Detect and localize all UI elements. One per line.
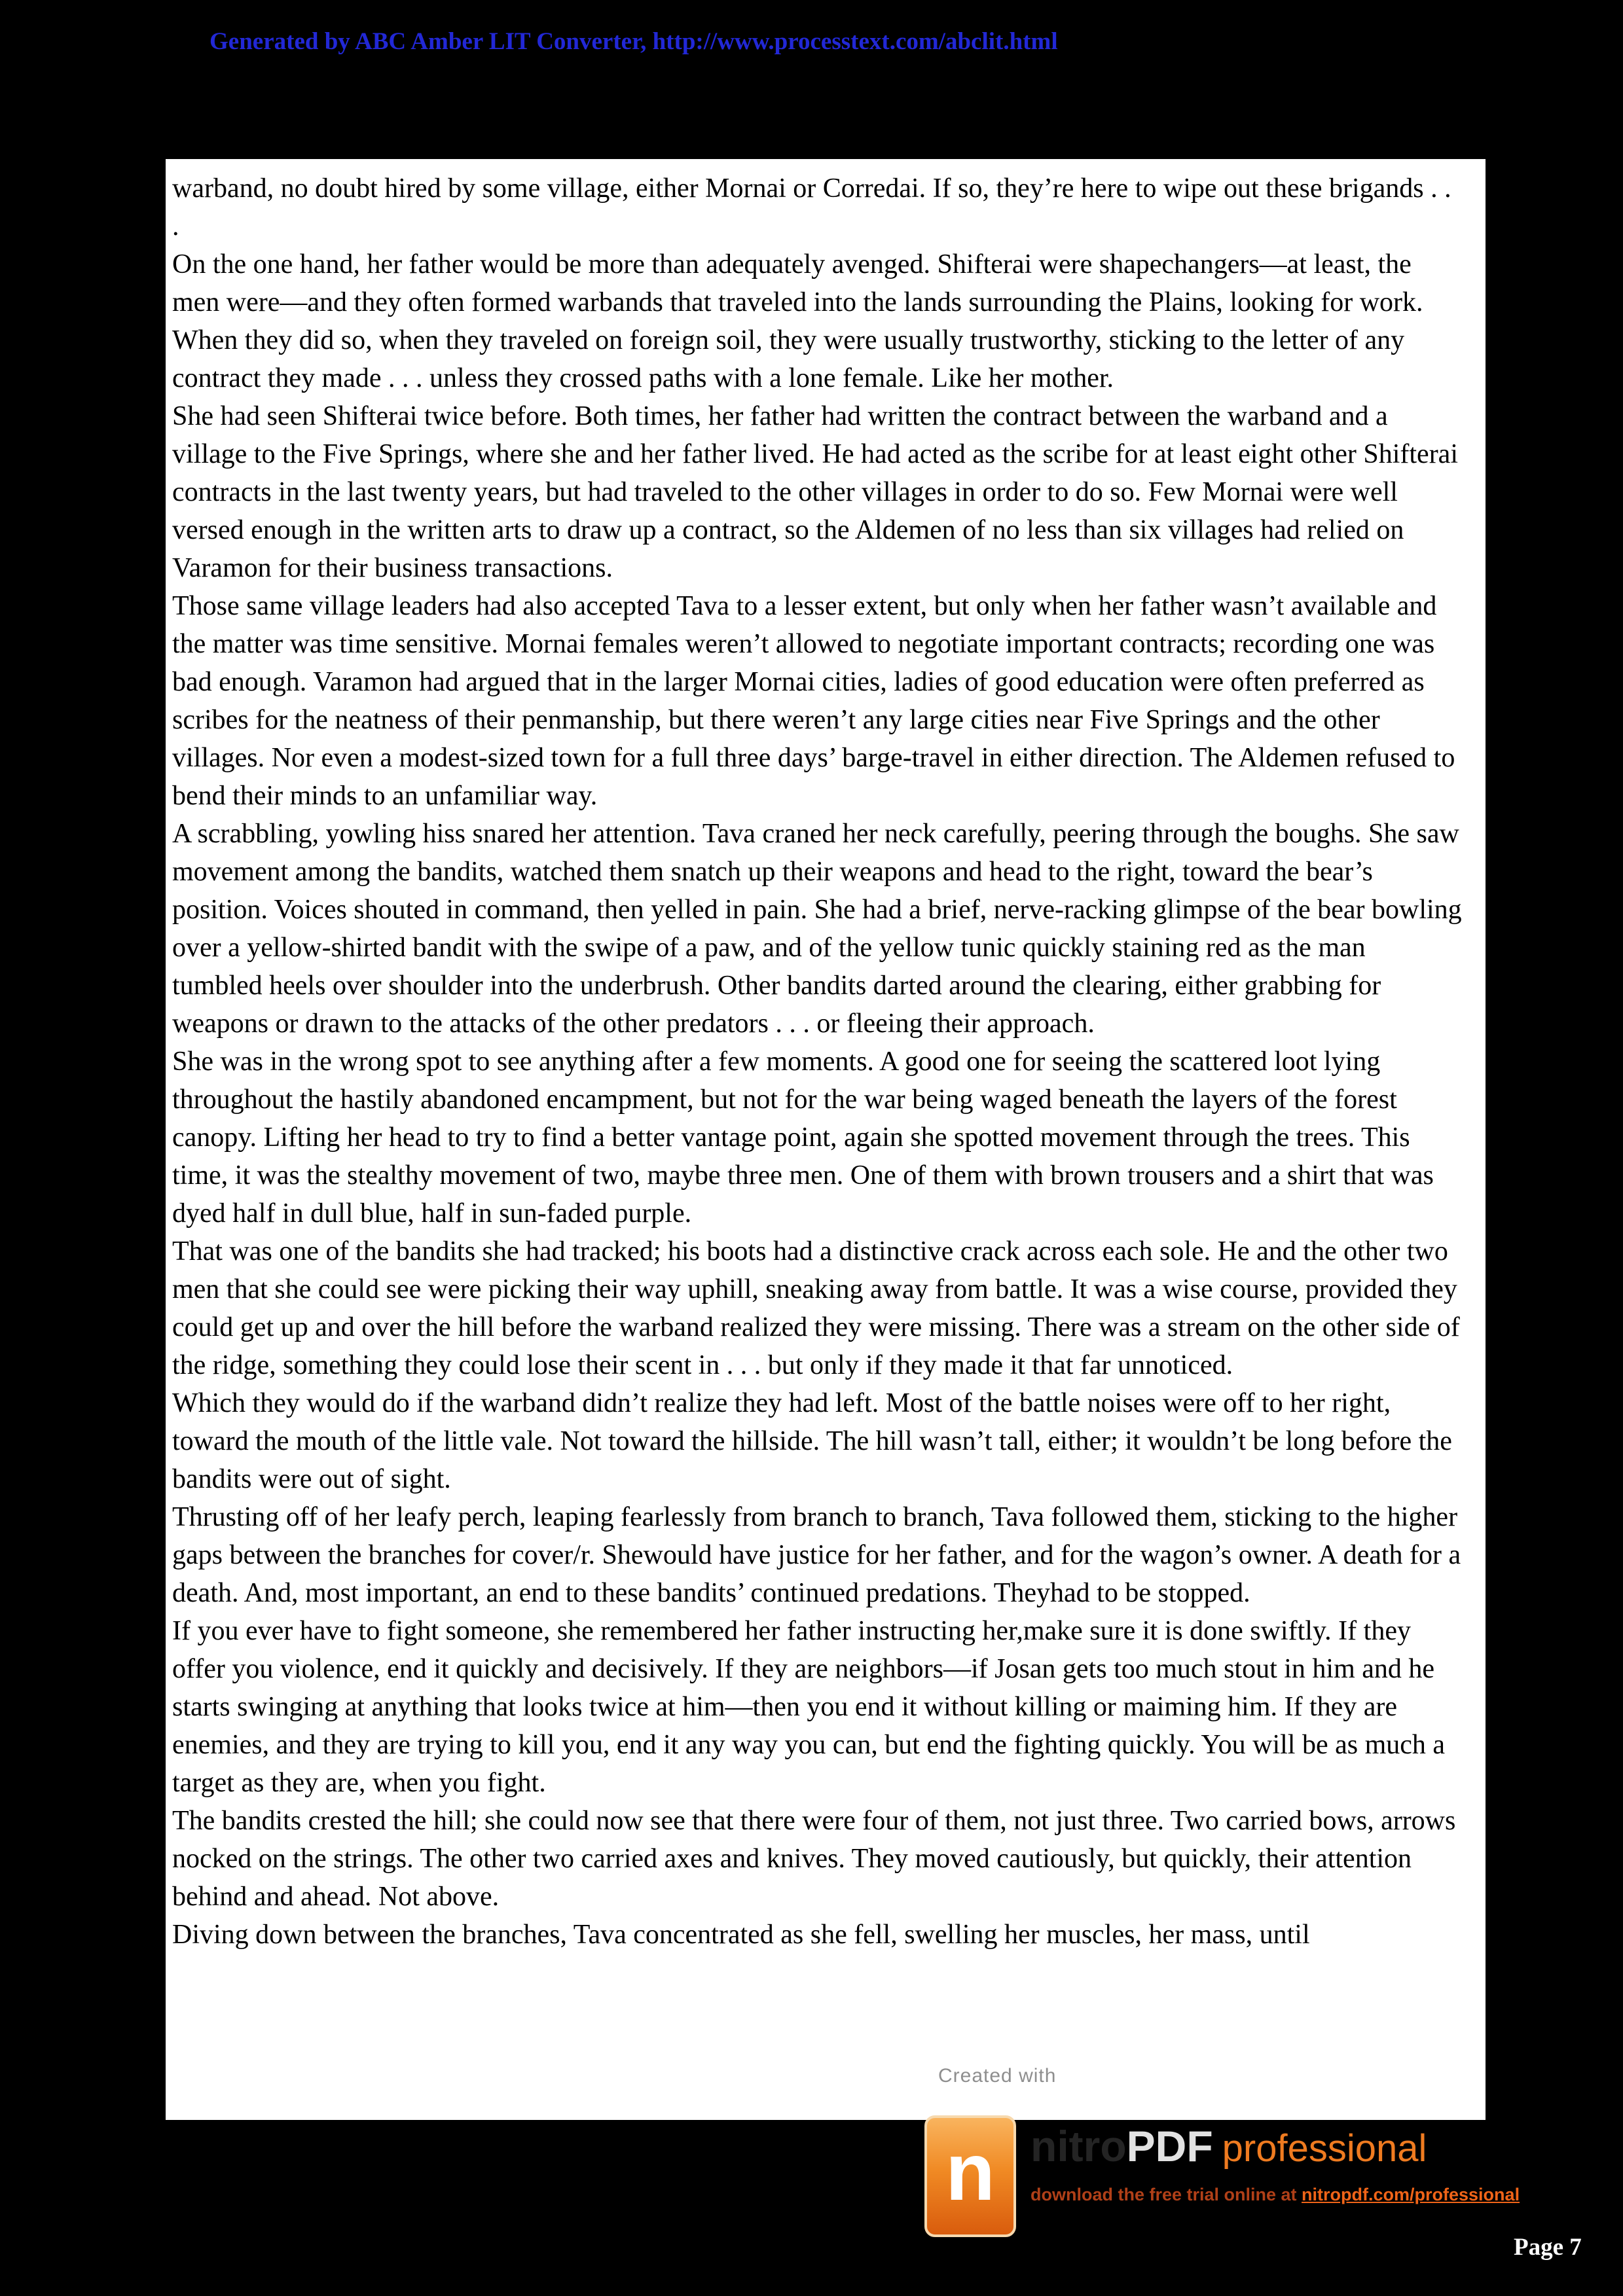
- nitro-logo-letter: n: [945, 2127, 995, 2217]
- paragraph: Thrusting off of her leafy perch, leaping fearlessly from branch to branch, Tava followed them, sticking to the higher gaps between the branches for cover/r. Shewould have justice for her father, and for the wagon’s owner. A death for a death. And, most important, an end to these bandits’ continued predations. Theyhad to be stopped.: [172, 1502, 1461, 1608]
- nitro-brand-prefix: nitro: [1030, 2122, 1127, 2170]
- document-page: [166, 159, 1486, 2120]
- nitro-download-link[interactable]: [1030, 2185, 1520, 2205]
- nitro-brand-name: [1030, 2122, 1520, 2170]
- download-text: download the free trial online at: [1030, 2185, 1302, 2204]
- paragraph: warband, no doubt hired by some village, either Mornai or Corredai. If so, they’re here to wipe out these brigands . . .: [172, 173, 1451, 242]
- paragraph: If you ever have to fight someone, she remembered her father instructing her,make sure it is done swiftly. If they offer you violence, end it quickly and decisively. If they are neighbors—if Josan gets too much stout in him and he starts swinging at anything that looks twice at him—then you end it without killing or maiming him. If they are enemies, and they are trying to kill you, end it any way you can, but end the fighting quickly. You will be as much a target as they are, when you fight.: [172, 1616, 1446, 1798]
- converter-header-link[interactable]: Generated by ABC Amber LIT Converter, http://www.processtext.com/abclit.html: [210, 28, 1058, 55]
- body-text: [166, 159, 1486, 1954]
- paragraph: Diving down between the branches, Tava concentrated as she fell, swelling her muscles, her mass, until: [172, 1920, 1310, 1950]
- paragraph: She was in the wrong spot to see anything after a few moments. A good one for seeing the scattered loot lying throughout the hastily abandoned encampment, but not for the war being waged beneath the layers of the forest canopy. Lifting her head to try to find a better vantage point, again she spotted movement through the trees. This time, it was the stealthy movement of two, maybe three men. One of them with brown trousers and a shirt that was dyed half in dull blue, half in sun-faded purple.: [172, 1047, 1434, 1229]
- paragraph: Which they would do if the warband didn’t realize they had left. Most of the battle noises were off to her right, toward the mouth of the little vale. Not toward the hillside. The hill wasn’t tall, either; it wouldn’t be long before the bandits were out of sight.: [172, 1388, 1452, 1494]
- page-number: Page 7: [1514, 2234, 1582, 2261]
- nitro-logo-icon[interactable]: [924, 2115, 1016, 2237]
- download-url[interactable]: nitropdf.com/professional: [1302, 2185, 1520, 2204]
- paragraph: The bandits crested the hill; she could now see that there were four of them, not just three. Two carried bows, arrows nocked on the strings. The other two carried axes and knives. They moved cautiously, but quickly, their attention behind and ahead. Not above.: [172, 1806, 1456, 1912]
- nitro-brand-suffix: PDF: [1126, 2122, 1213, 2170]
- nitro-brand-edition: professional: [1222, 2127, 1427, 2170]
- created-with-label: Created with: [938, 2065, 1057, 2087]
- paragraph: That was one of the bandits she had tracked; his boots had a distinctive crack across each sole. He and the other two men that she could see were picking their way uphill, sneaking away from battle. It was a wise course, provided they could get up and over the hill before the warband realized they were missing. There was a stream on the other side of the ridge, something they could lose their scent in . . . but only if they made it that far unnoticed.: [172, 1236, 1460, 1380]
- paragraph: She had seen Shifterai twice before. Both times, her father had written the contract between the warband and a village to the Five Springs, where she and her father lived. He had acted as the scribe for at least eight other Shifterai contracts in the last twenty years, but had traveled to the other villages in order to do so. Few Mornai were well versed enough in the written arts to draw up a contract, so the Aldemen of no less than six villages had relied on Varamon for their business transactions.: [172, 401, 1458, 583]
- paragraph: Those same village leaders had also accepted Tava to a lesser extent, but only when her father wasn’t available and the matter was time sensitive. Mornai females weren’t allowed to negotiate important contracts; recording one was bad enough. Varamon had argued that in the larger Mornai cities, ladies of good education were often preferred as scribes for the neatness of their penmanship, but there weren’t any large cities near Five Springs and the other villages. Nor even a modest-sized town for a full three days’ barge-travel in either direction. The Aldemen refused to bend their minds to an unfamiliar way.: [172, 591, 1455, 811]
- paragraph: A scrabbling, yowling hiss snared her attention. Tava craned her neck carefully, peering through the boughs. She saw movement among the bandits, watched them snatch up their weapons and head to the right, toward the bear’s position. Voices shouted in command, then yelled in pain. She had a brief, nerve-racking glimpse of the bear bowling over a yellow-shirted bandit with the swipe of a paw, and of the yellow tunic quickly staining red as the man tumbled heels over shoulder into the underbrush. Other bandits darted around the clearing, either grabbing for weapons or drawn to the attacks of the other predators . . . or fleeing their approach.: [172, 819, 1462, 1039]
- nitro-brand-text: [1030, 2115, 1520, 2205]
- nitro-pdf-watermark[interactable]: [924, 2115, 1520, 2237]
- paragraph: On the one hand, her father would be more than adequately avenged. Shifterai were shapechangers—at least, the men were—and they often formed warbands that traveled into the lands surrounding the Plains, looking for work. When they did so, when they traveled on foreign soil, they were usually trustworthy, sticking to the letter of any contract they made . . . unless they crossed paths with a lone female. Like her mother.: [172, 249, 1423, 393]
